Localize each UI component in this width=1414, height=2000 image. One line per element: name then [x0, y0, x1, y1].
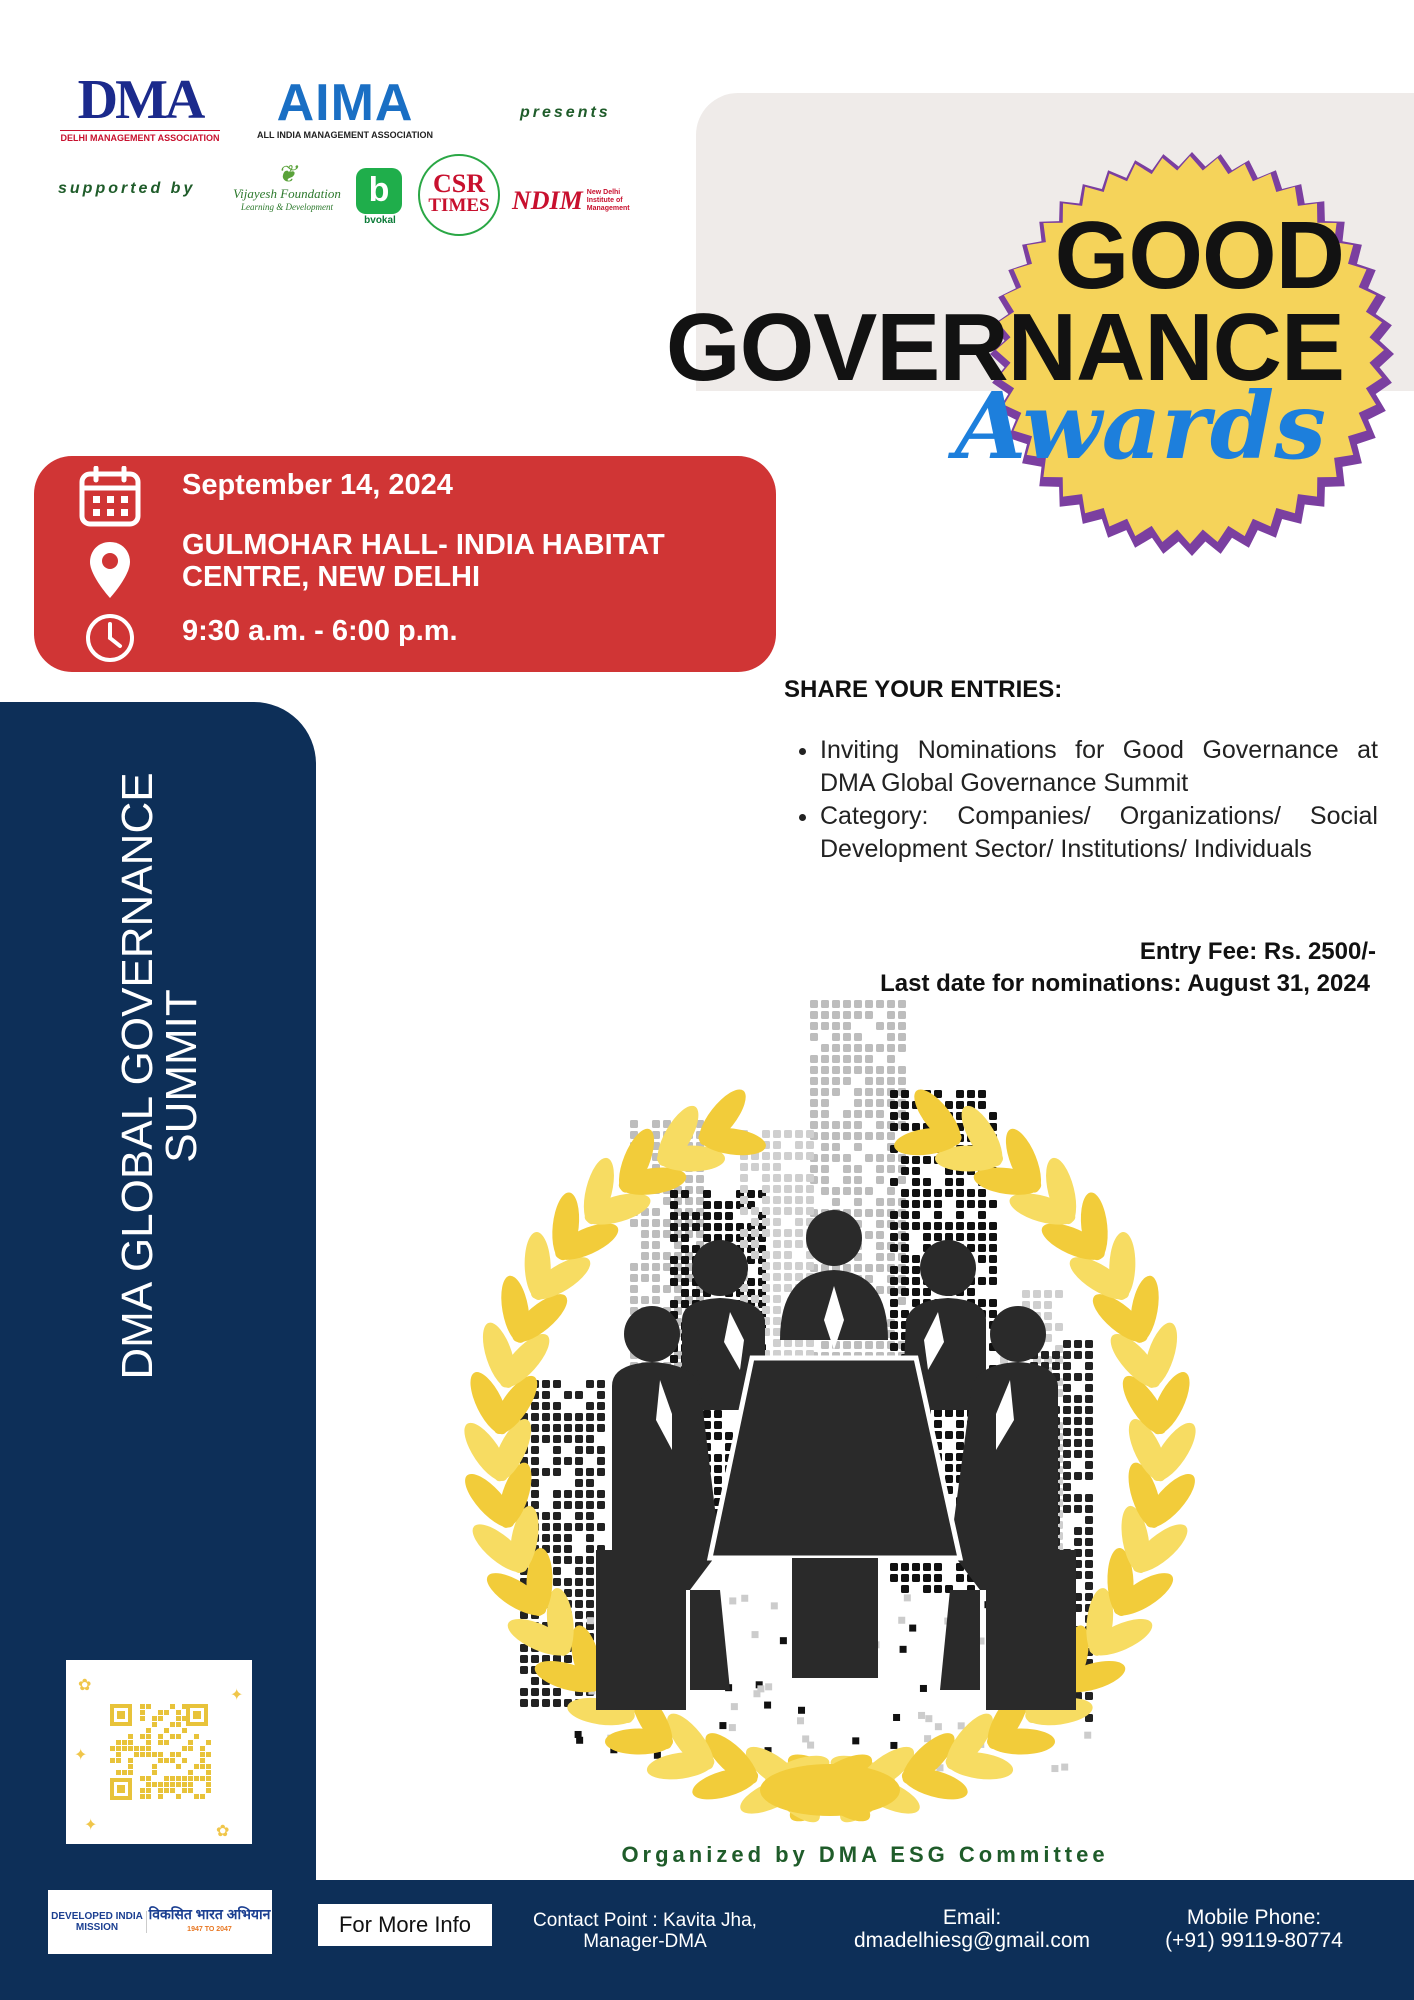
mission-years: 1947 TO 2047: [187, 1926, 232, 1933]
qr-code-icon: [66, 1660, 252, 1844]
event-time: 9:30 a.m. - 6:00 p.m.: [182, 615, 458, 647]
csr-times-logo: [418, 154, 500, 236]
share-entries-heading: SHARE YOUR ENTRIES:: [784, 676, 1063, 703]
ndim-logo: [512, 186, 645, 216]
svg-text:✦: ✦: [74, 1745, 88, 1764]
calendar-icon: [78, 466, 142, 528]
dma-logo: [60, 69, 220, 143]
mission-hindi: [147, 1907, 272, 1937]
dma-logo-name: DELHI MANAGEMENT ASSOCIATION: [60, 130, 220, 143]
aima-logo-mark: AIMA: [276, 74, 414, 132]
email-block: [822, 1906, 1122, 1952]
svg-text:✦: ✦: [84, 1815, 98, 1834]
title-governance: GOVERNANCE: [665, 294, 1344, 401]
aima-logo-name: ALL INDIA MANAGEMENT ASSOCIATION: [257, 130, 433, 140]
more-info-button[interactable]: For More Info: [318, 1904, 492, 1946]
event-date: September 14, 2024: [182, 469, 453, 501]
bvokal-logo: [356, 168, 404, 226]
bvokal-mark: b: [356, 168, 402, 214]
event-details-box: [34, 456, 776, 672]
vijayesh-tagline: Learning & Development: [241, 202, 333, 212]
supported-by-text: supported by: [58, 180, 196, 197]
summit-name-line1: DMA GLOBAL GOVERNANCE: [113, 772, 162, 1380]
ndim-mark: NDIM: [512, 186, 583, 215]
phone-number[interactable]: (+91) 99119-80774: [1165, 1929, 1343, 1952]
contact-line2: Manager-DMA: [583, 1931, 707, 1952]
aima-logo: [250, 74, 440, 140]
nomination-deadline: Last date for nominations: August 31, 2024: [880, 970, 1370, 997]
email-label: Email:: [942, 1906, 1002, 1929]
vijayesh-name: Vijayesh Foundation: [233, 186, 341, 201]
event-venue-line2: CENTRE, NEW DELHI: [182, 561, 481, 593]
title-awards: Awards: [954, 372, 1326, 480]
title-good: GOOD: [1054, 202, 1344, 309]
location-pin-icon: [88, 540, 132, 600]
contact-point: [510, 1910, 780, 1952]
mission-hindi-text: विकसित भारत अभियान: [148, 1906, 271, 1922]
contact-line1: Contact Point : Kavita Jha,: [533, 1910, 757, 1931]
bvokal-name: bvokal: [364, 215, 396, 226]
list-item: • Inviting Nominations for Good Governance at DMA Global Governance Summit: [820, 734, 1378, 800]
entry-fee: Entry Fee: Rs. 2500/-: [1139, 938, 1376, 965]
event-venue-line1: GULMOHAR HALL- INDIA HABITAT: [182, 529, 665, 561]
list-item: • Category: Companies/ Organizations/ Social Development Sector/ Institutions/ Individuals: [820, 800, 1378, 866]
ndim-name: New Delhi Institute of Management: [586, 189, 630, 212]
vijayesh-foundation-logo: [228, 164, 346, 212]
summit-name-line2: SUMMIT: [157, 989, 206, 1163]
phone-label: Mobile Phone:: [1186, 1906, 1322, 1929]
mission-english: DEVELOPED INDIA MISSION: [48, 1911, 147, 1933]
csr-times-line2: TIMES: [428, 195, 490, 216]
summit-name-vertical: [113, 716, 206, 1436]
email-address[interactable]: dmadelhiesg@gmail.com: [853, 1929, 1091, 1952]
clock-icon: [84, 612, 136, 664]
svg-text:✦: ✦: [230, 1685, 244, 1704]
developed-india-mission-logo: [48, 1890, 272, 1954]
csr-times-line1: CSR: [432, 169, 485, 198]
phone-block: [1134, 1906, 1374, 1952]
presents-text: presents: [520, 104, 611, 121]
organized-by-text: Organized by DMA ESG Committee: [621, 1842, 1109, 1867]
leaf-icon: ❦: [276, 162, 298, 188]
dma-logo-mark: DMA: [77, 69, 203, 131]
svg-text:✿: ✿: [78, 1675, 92, 1694]
boardroom-laurel-illustration: [420, 990, 1240, 1830]
entries-list: [784, 734, 1378, 866]
svg-text:✿: ✿: [216, 1821, 230, 1840]
